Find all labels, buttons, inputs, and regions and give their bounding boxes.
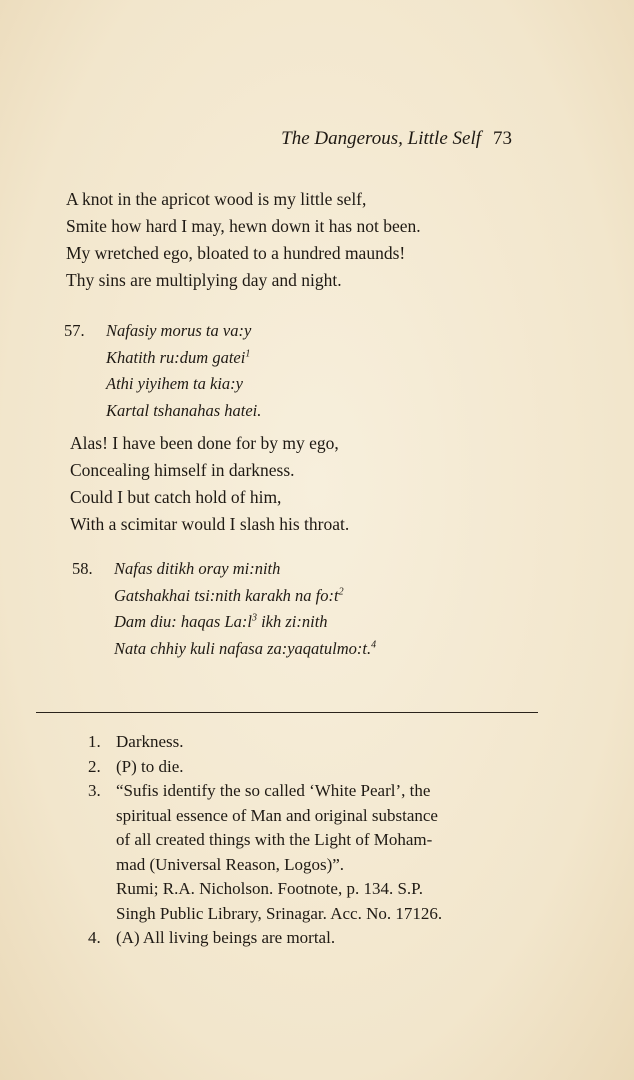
verse-line: Kartal tshanahas hatei. (106, 400, 262, 420)
footnote-line: mad (Universal Reason, Logos)”. (116, 854, 345, 874)
footnotes (88, 730, 538, 951)
footnote-text: (A) All living beings are mortal. (116, 928, 336, 947)
stanza-line: Smite how hard I may, hewn down it has not been. (66, 216, 421, 236)
verse-line: Dam diu: haqas $La:l^3$ ikh zi:nith (114, 612, 328, 631)
footnote (88, 926, 538, 951)
stanza-line: Concealing himself in darkness. (70, 460, 295, 480)
verse-line: Nafas ditikh oray mi:nith (114, 559, 281, 578)
footnote-number: 3. (88, 781, 101, 800)
footnote-ref: 2 (338, 586, 344, 597)
footnote-ref: 4 (371, 639, 377, 650)
footnote-line: spiritual essence of Man and original substance (116, 805, 438, 825)
verse-number: 57. (64, 321, 85, 340)
stanza-line: Could I but catch hold of him, (70, 487, 282, 507)
verse-57 (64, 318, 261, 424)
footnote-number: 1. (88, 732, 101, 751)
stanza-line: Alas! I have been done for by my ego, (70, 433, 339, 453)
verse-line: Khatith ru:dum gatei$^1$ (106, 347, 251, 367)
verse-58 (72, 556, 376, 662)
footnote-ref: 3 (251, 612, 257, 624)
footnote-line: Singh Public Library, Srinagar. Acc. No. 17126. (116, 903, 443, 923)
verse-line: Gatshakhai tsi:nith karakh na $fo:t^2$ (114, 585, 344, 605)
footnote (88, 730, 538, 755)
footnote (88, 779, 538, 926)
footnote-number: 4. (88, 928, 101, 947)
verse-number: 58. (72, 559, 93, 578)
stanza-line: With a scimitar would I slash his throat. (70, 514, 350, 534)
chapter-title: The Dangerous, Little Self (281, 128, 481, 149)
stanza-line: A knot in the apricot wood is my little self, (66, 189, 367, 209)
running-head (0, 128, 512, 150)
translation-stanza-2 (70, 430, 349, 538)
verse-line: Nafasiy morus ta va:y (106, 321, 252, 340)
footnote (88, 755, 538, 780)
footnote-text: Darkness. (116, 732, 184, 751)
stanza-line: Thy sins are multiplying day and night. (66, 270, 342, 290)
footnote-number: 2. (88, 756, 101, 776)
verse-line: Athi yiyihem ta kia:y (106, 374, 243, 393)
translation-stanza-1 (66, 186, 421, 294)
footnote-line: of all created things with the Light of Moham- (116, 830, 433, 849)
footnote-divider (36, 712, 538, 713)
footnote-line: Rumi; R.A. Nicholson. Footnote, p. 134. S.P. (116, 879, 423, 898)
verse-line: Nata chhiy kuli nafasa za:yaqatulmo:t.$^4$ (114, 638, 377, 658)
footnote-ref: 1 (245, 348, 251, 359)
footnote-text: (P) to die. (116, 756, 184, 776)
footnote-line: “Sufis identify the so called ‘White Pearl’, the (116, 781, 431, 800)
stanza-line: My wretched ego, bloated to a hundred maunds! (66, 243, 406, 263)
page-number: 73 (493, 128, 512, 149)
